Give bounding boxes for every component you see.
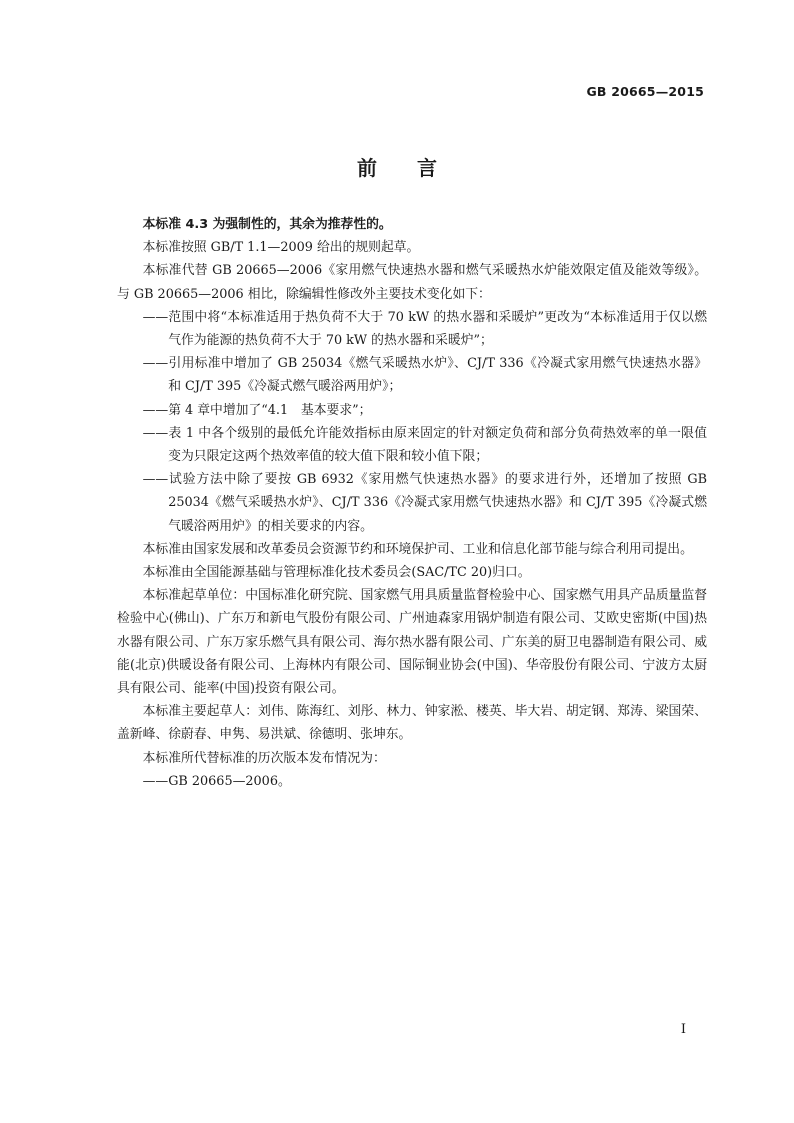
version-history-item: ——GB 20665—2006。 [142, 773, 291, 789]
technical-committee-paragraph: 本标准由全国能源基础与管理标准化技术委员会(SAC/TC 20)归口。 [142, 565, 531, 581]
page-title: 前 言 [357, 156, 437, 180]
replacement-paragraph: 本标准代替 GB 20665—2006《家用燃气快速热水器和燃气采暖热水炉能效限定值及能效等级》。与 GB 20665—2006 相比，除编辑性修改外主要技术变化如下： [117, 263, 707, 302]
change-item-scope: ——范围中将“本标准适用于热负荷不大于 70 kW 的热水器和采暖炉”更改为“本标准适用于仅以燃气作为能源的热负荷不大于 70 kW 的热水器和采暖炉”； [142, 309, 707, 349]
mandatory-clause-note: 本标准 4.3 为强制性的，其余为推荐性的。 [142, 217, 392, 232]
drafting-rules-paragraph: 本标准按照 GB/T 1.1—2009 给出的规则起草。 [142, 240, 420, 256]
change-item-basic-requirements: ——第 4 章中增加了“4.1 基本要求”； [142, 402, 372, 418]
version-history-paragraph: 本标准所代替标准的历次版本发布情况为： [142, 750, 386, 766]
change-item-test-methods: ——试验方法中除了要按 GB 6932《家用燃气快速热水器》的要求进行外，还增加了按照 GB 25034《燃气采暖热水炉》、CJ/T 336《冷凝式家用燃气快速热水器》和 CJ/T 395《冷凝式燃气暖浴两用炉》的相关要求的内容。 [142, 472, 707, 534]
drafting-units-paragraph: 本标准起草单位：中国标准化研究院、国家燃气用具质量监督检验中心、国家燃气用具产品质量监督检验中心(佛山)、广东万和新电气股份有限公司、广州迪森家用锅炉制造有限公司、艾欧史密斯(中国)热水器有限公司、广东万家乐燃气具有限公司、海尔热水器有限公司、广东美的厨卫电器制造有限公司、威能(北京)供暖设备有限公司、上海林内有限公司、国际铜业协会(中国)、华帝股份有限公司、宁波方太厨具有限公司、能率(中国)投资有限公司。 [117, 588, 707, 697]
drafters-paragraph: 本标准主要起草人：刘伟、陈海红、刘彤、林力、钟家淞、楼英、毕大岩、胡定钢、郑涛、梁国荣、盖新峰、徐蔚春、申隽、易洪斌、徐德明、张坤东。 [117, 704, 707, 743]
change-item-references: ——引用标准中增加了 GB 25034《燃气采暖热水炉》、CJ/T 336《冷凝式家用燃气快速热水器》和 CJ/T 395《冷凝式燃气暖浴两用炉》； [142, 356, 707, 395]
change-item-table1: ——表 1 中各个级别的最低允许能效指标由原来固定的针对额定负荷和部分负荷热效率的单一限值变为只限定这两个热效率值的较大值下限和较小值下限； [142, 425, 707, 465]
page-number: I [680, 1022, 686, 1037]
proposer-paragraph: 本标准由国家发展和改革委员会资源节约和环境保护司、工业和信息化部节能与综合利用司提出。 [142, 541, 693, 557]
foreword-body [117, 213, 707, 793]
standard-code-header: GB 20665—2015 [586, 84, 704, 99]
